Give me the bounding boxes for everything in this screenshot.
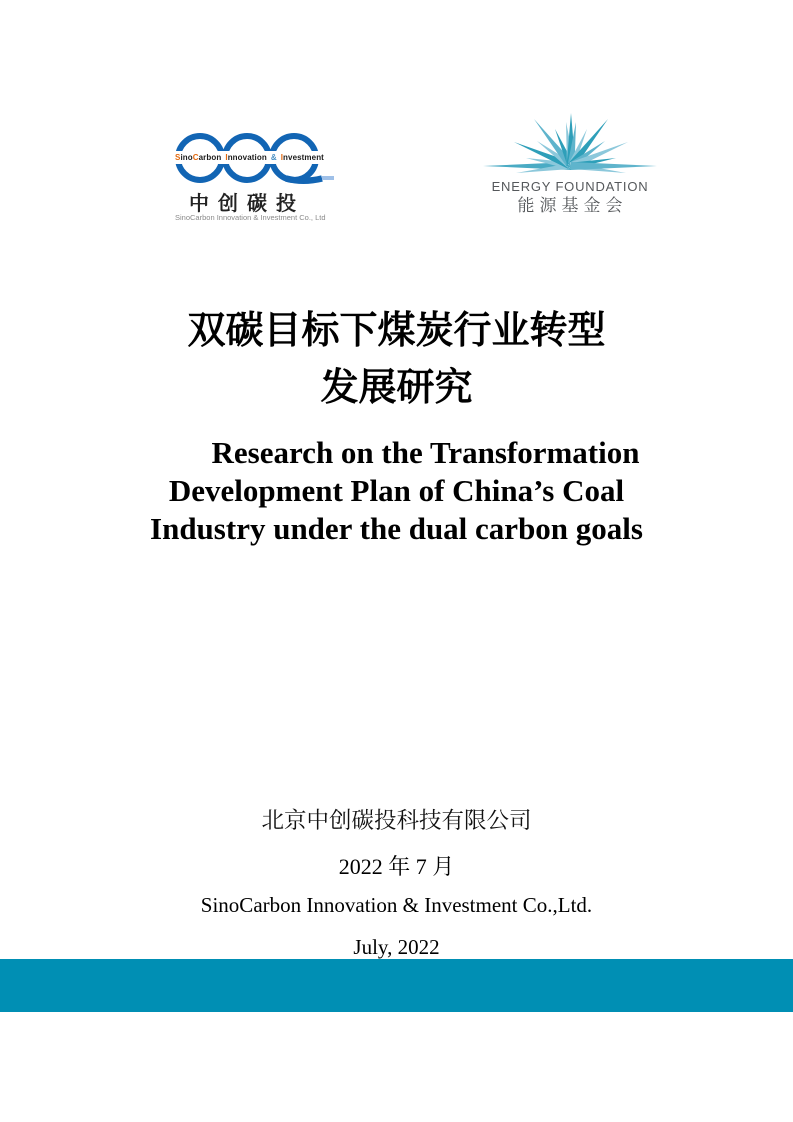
- ring-text-part: I: [280, 153, 284, 162]
- title-en-line3: Industry under the dual carbon goals: [150, 511, 643, 546]
- title-en-line2: Development Plan of China’s Coal: [168, 473, 625, 508]
- sinocarbon-chinese-name: 中创碳投: [189, 193, 305, 215]
- footer-accent-bar: [0, 959, 793, 1012]
- title-cn-line1: 双碳目标下煤炭行业转型: [187, 310, 606, 352]
- title-english: [0, 434, 793, 548]
- ring-text-part: arbon: [198, 153, 222, 162]
- title-chinese: [0, 303, 793, 417]
- ring-text-part: &: [270, 153, 277, 162]
- ring-text-part: ino: [180, 153, 193, 162]
- title-en-line1: Research on the Transformation: [211, 435, 640, 470]
- energy-foundation-chinese-name: 能源基金会: [517, 196, 628, 215]
- energy-foundation-english-name: ENERGY FOUNDATION: [491, 179, 649, 194]
- publisher-english-name: SinoCarbon Innovation & Investment Co.,Ltd.: [200, 893, 593, 917]
- ring-text-part: C: [192, 153, 199, 162]
- publisher-chinese-name: 北京中创碳投科技有限公司: [261, 808, 532, 833]
- title-cn-line2: 发展研究: [320, 367, 473, 409]
- publish-date-chinese: 2022 年 7 月: [338, 854, 455, 879]
- ring-text-part: I: [225, 153, 228, 162]
- ring-text-part: nvestment: [283, 153, 324, 162]
- ring-text-part: nnovation: [227, 153, 267, 162]
- sinocarbon-caption: SinoCarbon Innovation & Investment Co., Ltd: [175, 213, 326, 222]
- energy-foundation-logo: [481, 112, 659, 215]
- ring-text-part: S: [175, 153, 181, 162]
- sinocarbon-ring-text: [175, 151, 324, 164]
- sinocarbon-logo: [175, 130, 337, 225]
- publish-date-english: July, 2022: [353, 935, 440, 959]
- energy-foundation-starburst-icon: [481, 112, 659, 176]
